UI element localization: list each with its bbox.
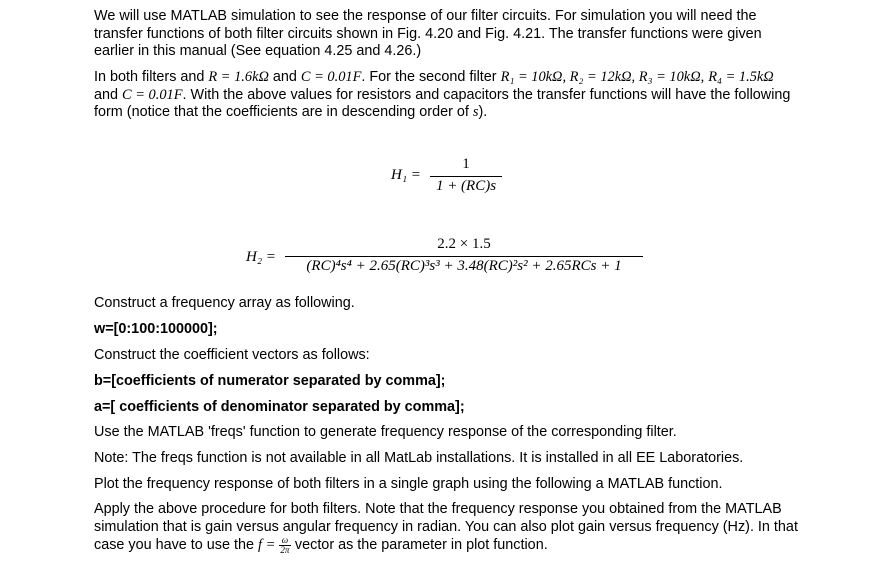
values-paragraph [94, 69, 800, 122]
freqs-use-text: Use the MATLAB 'freqs' function to generate frequency response of the corresponding filter. [94, 424, 677, 440]
h2-denominator: (RC)⁴s⁴ + 2.65(RC)³s³ + 3.48(RC)²s² + 2.65RCs + 1 [306, 258, 622, 274]
h1-denominator: 1 + (RC)s [435, 178, 497, 194]
f-lhs: f = [258, 537, 279, 554]
f-fraction [279, 536, 291, 555]
value-c2: C = 0.01F [122, 86, 183, 103]
f-denominator: 2π [280, 545, 290, 556]
values-text-6: ). [478, 104, 488, 121]
values-text-5: . With the above values for resistors and capacitors the transfer functions will have the following form (notice that the coefficients are in descending order of [94, 86, 791, 121]
w-code: w=[0:100:100000]; [94, 321, 218, 337]
value-r4: R₄ = 1.5kΩ [708, 69, 774, 85]
h1-fraction-bar [430, 176, 502, 177]
values-text-2: and [268, 69, 301, 85]
final-paragraph [94, 501, 800, 555]
plot-text: Plot the frequency response of both filters in a single graph using the following a MATLAB function. [94, 476, 723, 492]
h1-lhs: H₁ = [391, 167, 421, 183]
intro-text: We will use MATLAB simulation to see the response of our filter circuits. For simulation you will need the transfer functions of both filter circuits shown in Fig. 4.20 and Fig. 4.21. The transfer functions were given earlier in this manual (See equation 4.25 and 4.26.) [94, 8, 762, 60]
h2-lhs: H₂ = [246, 249, 276, 265]
h1-numerator: 1 [462, 156, 470, 172]
value-c: C = 0.01F [300, 69, 362, 85]
note-text: Note: The freqs function is not available in all MatLab installations. It is installed in all EE Laboratories. [94, 450, 744, 466]
coef-vectors-text: Construct the coefficient vectors as follows: [94, 347, 370, 363]
freq-array-text: Construct a frequency array as following. [94, 295, 355, 311]
values-text-3: . For the second filter [361, 69, 501, 85]
value-r1-r3: R₁ = 10kΩ, R₂ = 12kΩ, R₃ = 10kΩ, [500, 69, 705, 85]
values-text-1: In both filters and [94, 69, 209, 85]
b-code: b=[coefficients of numerator separated by comma]; [94, 373, 446, 389]
h2-fraction-bar [285, 256, 643, 257]
intro-paragraph [94, 8, 800, 61]
value-s: s [472, 104, 479, 121]
final-text: Apply the above procedure for both filters. Note that the frequency response you obtained from the MATLAB simulation that is gain versus angular frequency in radian. You can also plot gain versus frequency (Hz). In that case you have to use the [94, 501, 798, 554]
f-numerator: ω [281, 535, 289, 546]
a-code: a=[ coefficients of denominator separated by comma]; [94, 399, 465, 415]
final-tail: vector as the parameter in plot function. [290, 537, 548, 554]
h2-numerator: 2.2 × 1.5 [437, 236, 491, 252]
value-r: R = 1.6kΩ [208, 69, 269, 85]
values-text-4: and [94, 86, 123, 103]
